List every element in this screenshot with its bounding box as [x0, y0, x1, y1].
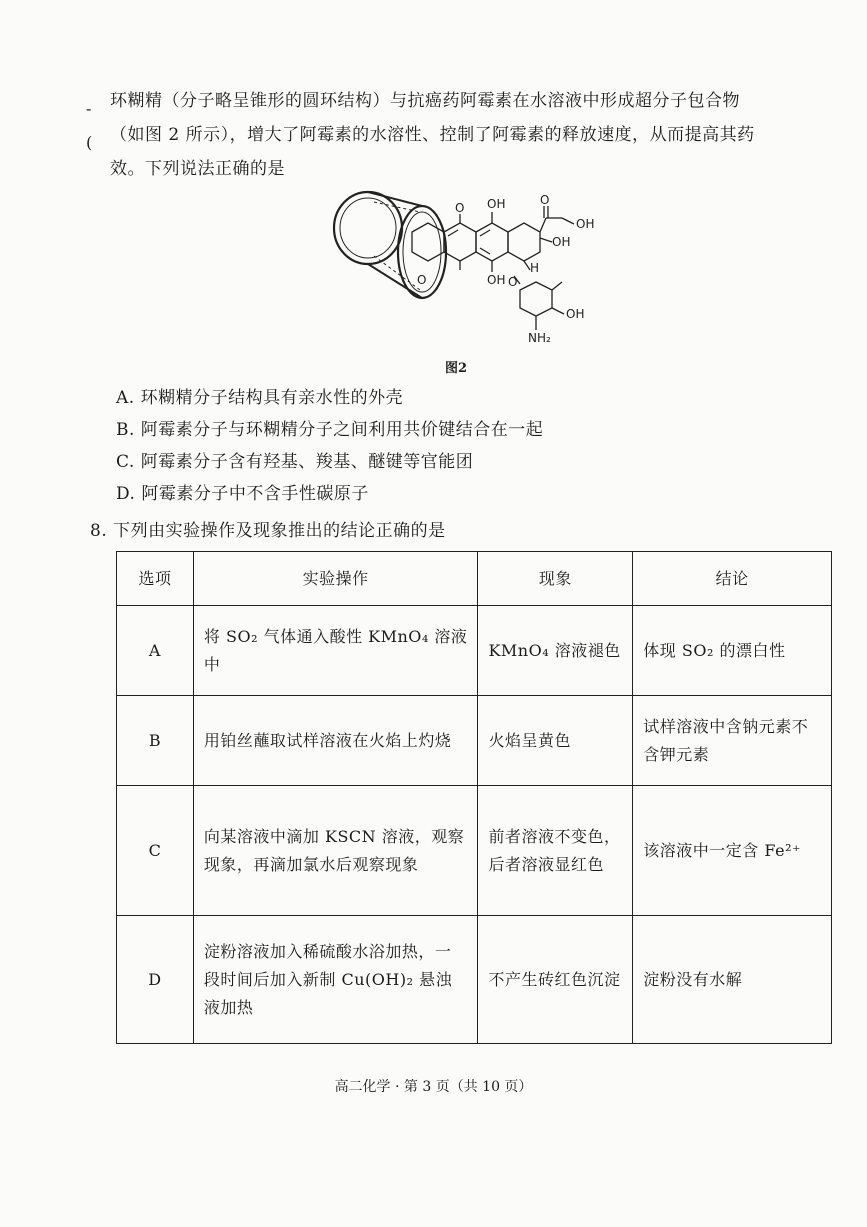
question-7-options — [116, 383, 543, 511]
cell-phenomenon: KMnO₄ 溶液褪色 — [478, 606, 633, 696]
doxorubicin-cyclodextrin-figure — [330, 180, 600, 365]
table-row — [117, 696, 832, 786]
header-conclusion: 结论 — [633, 552, 832, 606]
table-header-row — [117, 552, 832, 606]
question-7-stem — [110, 84, 820, 186]
cell-phenomenon: 不产生砖红色沉淀 — [478, 916, 633, 1044]
label-oh-top: OH — [487, 197, 506, 211]
cell-conclusion: 试样溶液中含钠元素不含钾元素 — [633, 696, 832, 786]
header-operation: 实验操作 — [193, 552, 478, 606]
option-d: D. 阿霉素分子中不含手性碳原子 — [116, 484, 369, 504]
cell-operation: 向某溶液中滴加 KSCN 溶液，观察现象，再滴加氯水后观察现象 — [193, 786, 478, 916]
header-option: 选项 — [117, 552, 194, 606]
stem-line-1: 环糊精（分子略呈锥形的圆环结构）与抗癌药阿霉素在水溶液中形成超分子包合物 — [110, 91, 740, 111]
cell-phenomenon: 前者溶液不变色，后者溶液显红色 — [478, 786, 633, 916]
cell-operation: 将 SO₂ 气体通入酸性 KMnO₄ 溶液中 — [193, 606, 478, 696]
cell-operation: 淀粉溶液加入稀硫酸水浴加热，一段时间后加入新制 Cu(OH)₂ 悬浊液加热 — [193, 916, 478, 1044]
label-carbonyl-o: O — [455, 201, 465, 215]
label-oh-ring: OH — [566, 307, 585, 321]
cell-phenomenon: 火焰呈黄色 — [478, 696, 633, 786]
experiment-table — [116, 551, 832, 1044]
label-h: H — [530, 261, 540, 275]
label-nh2: NH₂ — [528, 331, 551, 345]
table-row — [117, 786, 832, 916]
option-b: B. 阿霉素分子与环糊精分子之间利用共价键结合在一起 — [116, 420, 544, 440]
cell-option: A — [117, 606, 194, 696]
label-oh-bottom: OH — [487, 273, 506, 287]
figure-caption: 图2 — [445, 361, 468, 376]
label-ketone-o: O — [540, 193, 550, 207]
stem-line-3: 效。下列说法正确的是 — [110, 159, 285, 179]
table-row — [117, 916, 832, 1044]
margin-marks: - ( — [86, 99, 93, 152]
option-c: C. 阿霉素分子含有羟基、羧基、醚键等官能团 — [116, 452, 474, 472]
question-8-stem: 8. 下列由实验操作及现象推出的结论正确的是 — [90, 521, 446, 541]
cell-conclusion: 体现 SO₂ 的漂白性 — [633, 606, 832, 696]
option-a: A. 环糊精分子结构具有亲水性的外壳 — [116, 388, 404, 408]
label-oh-side: OH — [552, 235, 571, 249]
stem-line-2: （如图 2 所示），增大了阿霉素的水溶性、控制了阿霉素的释放速度，从而提高其药 — [110, 125, 755, 145]
cell-conclusion: 该溶液中一定含 Fe²⁺ — [633, 786, 832, 916]
daunosamine-ring — [520, 282, 564, 330]
label-ring-o: O — [417, 273, 427, 287]
cell-option: D — [117, 916, 194, 1044]
table-row — [117, 606, 832, 696]
cell-option: B — [117, 696, 194, 786]
page-footer: 高二化学 · 第 3 页（共 10 页） — [334, 1079, 533, 1095]
cell-operation: 用铂丝蘸取试样溶液在火焰上灼烧 — [193, 696, 478, 786]
cyclodextrin-cone — [334, 192, 446, 298]
label-oh-chain: OH — [576, 217, 595, 231]
header-phenomenon: 现象 — [478, 552, 633, 606]
cell-conclusion: 淀粉没有水解 — [633, 916, 832, 1044]
cell-option: C — [117, 786, 194, 916]
label-link-o: O — [508, 275, 518, 289]
